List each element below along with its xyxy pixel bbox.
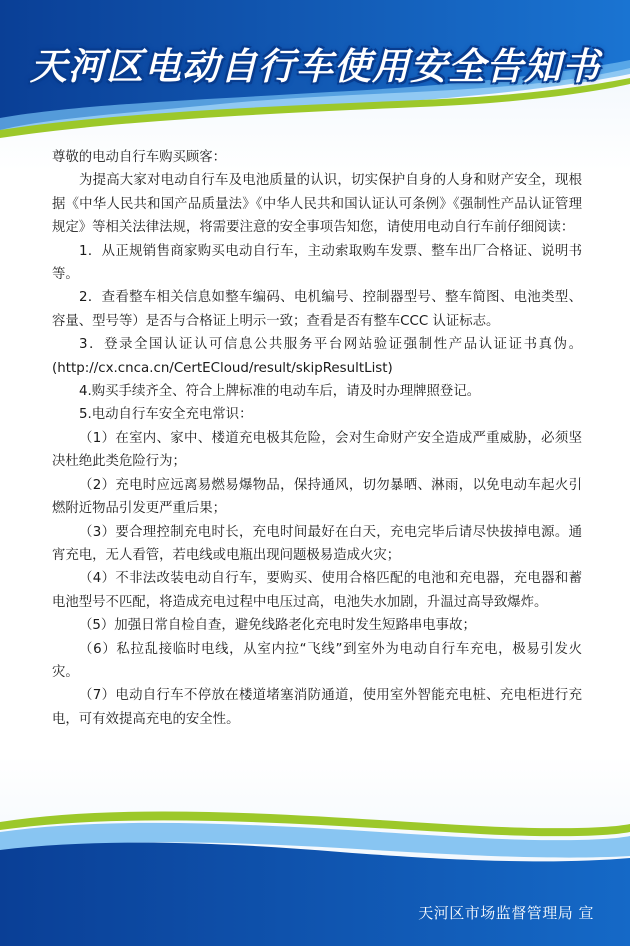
tip-item: （2）充电时应远离易燃易爆物品，保持通风，切勿暴晒、淋雨，以免电动车起火引燃附近物品引发更严重后果； <box>52 477 582 517</box>
list-item: 4.购买手续齐全、符合上牌标准的电动车后，请及时办理牌照登记。 <box>79 384 481 400</box>
list-item: 2．查看整车相关信息如整车编码、电机编号、控制器型号、整车简图、电池类型、容量、型号等）是否与合格证上明示一致；查看是否有整车CCC 认证标志。 <box>52 290 582 329</box>
greeting: 尊敬的电动自行车购买顾客： <box>52 150 227 165</box>
tip-item: （3）要合理控制充电时长，充电时间最好在白天，充电完毕后请尽快拔掉电源。通宵充电，无人看管，若电线或电瓶出现问题极易造成火灾； <box>52 524 582 563</box>
tip-item: （4）不非法改装电动自行车，要购买、使用合格匹配的电池和充电器，充电器和蓄电池型号不匹配，将造成充电过程中电压过高，电池失水加剧，升温过高导致爆炸。 <box>52 571 582 610</box>
tip-item: （5）加强日常自检自查，避免线路老化充电时发生短路串电事故； <box>79 618 476 634</box>
tip-item: （1）在室内、家中、楼道充电极其危险，会对生命财产安全造成严重威胁，必须坚决杜绝此类危险行为； <box>52 430 582 470</box>
tip-item: （7）电动自行车不停放在楼道堵塞消防通道，使用室外智能充电桩、充电柜进行充电，可有效提高充电的安全性。 <box>52 688 582 727</box>
issuer-signature: 天河区市场监督管理局 宣 <box>418 904 594 922</box>
list-item: 1．从正规销售商家购买电动自行车，主动索取购车发票、整车出厂合格证、说明书等。 <box>52 243 582 283</box>
list-item: 3．登录全国认证认可信息公共服务平台网站验证强制性产品认证证书真伪。(http://cx.cnca.cn/CertECloud/result/skipResultList) <box>52 337 582 376</box>
list-item: 5.电动自行车安全充电常识： <box>79 407 253 423</box>
page-title: 天河区电动自行车使用安全告知书 <box>30 45 600 88</box>
intro-paragraph: 为提高大家对电动自行车及电池质量的认识，切实保护自身的人身和财产安全，现根据《中华人民共和国产品质量法》《中华人民共和国认证认可条例》《强制性产品认证管理规定》等相关法律法规，将需要注意的安全事项告知您，请使用电动自行车前仔细阅读： <box>52 173 582 236</box>
footer-band <box>0 843 630 946</box>
notice-body <box>52 146 582 731</box>
tip-item: （6）私拉乱接临时电线，从室内拉“飞线”到室外为电动自行车充电，极易引发火灾。 <box>52 641 582 680</box>
